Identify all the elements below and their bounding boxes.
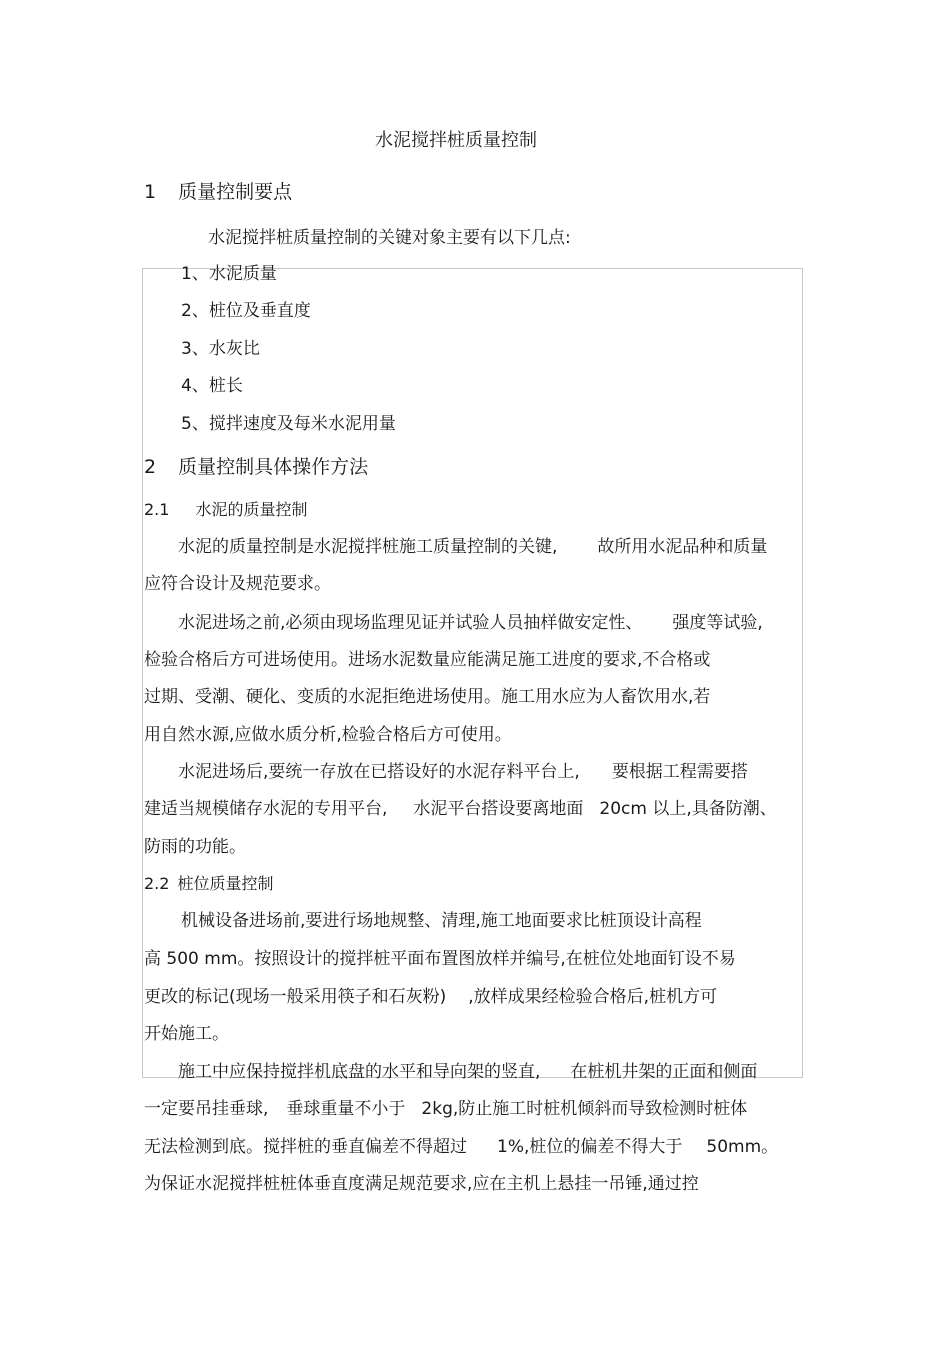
paragraph-2-line-1 bbox=[178, 612, 763, 634]
text-run: 更改的标记(现场一般采用筷子和石灰粉) bbox=[144, 987, 447, 1007]
section-2-1-number: 2.1 bbox=[144, 500, 170, 519]
list-item-2: 2、桩位及垂直度 bbox=[181, 301, 311, 321]
list-item-5: 5、搅拌速度及每米水泥用量 bbox=[181, 414, 396, 434]
text-run: 要根据工程需要搭 bbox=[611, 762, 748, 782]
text-run: 建适当规模储存水泥的专用平台, bbox=[144, 799, 388, 819]
section-2-2-number: 2.2 bbox=[144, 874, 170, 893]
text-run: 施工中应保持搅拌机底盘的水平和导向架的竖直, bbox=[178, 1062, 541, 1082]
text-run: 水泥进场后,要统一存放在已搭设好的水泥存料平台上, bbox=[178, 762, 580, 782]
section-1-heading bbox=[144, 181, 292, 203]
text-run: 故所用水泥品种和质量 bbox=[597, 537, 768, 557]
text-run: 水泥平台搭设要离地面 bbox=[413, 799, 584, 819]
paragraph-4-line-1: 机械设备进场前,要进行场地规整、清理,施工地面要求比桩顶设计高程 bbox=[181, 911, 702, 931]
paragraph-4-line-2: 高 500 mm。按照设计的搅拌桩平面布置图放样并编号,在桩位处地面钉设不易 bbox=[144, 949, 736, 969]
page-title: 水泥搅拌桩质量控制 bbox=[375, 130, 537, 151]
paragraph-5-line-1 bbox=[178, 1061, 757, 1083]
paragraph-2-line-3: 过期、受潮、硬化、变质的水泥拒绝进场使用。施工用水应为人畜饮用水,若 bbox=[144, 687, 711, 707]
section-1-title: 质量控制要点 bbox=[178, 181, 293, 203]
section-2-2-title: 桩位质量控制 bbox=[177, 874, 274, 893]
text-run: 50mm。 bbox=[706, 1137, 779, 1157]
text-run: 无法检测到底。搅拌桩的垂直偏差不得超过 bbox=[144, 1137, 467, 1157]
list-item-1: 1、水泥质量 bbox=[181, 264, 277, 284]
text-run: 20cm 以上,具备防潮、 bbox=[599, 799, 777, 819]
section-2-heading bbox=[144, 456, 368, 478]
paragraph-5-line-4: 为保证水泥搅拌桩桩体垂直度满足规范要求,应在主机上悬挂一吊锤,通过控 bbox=[144, 1174, 699, 1194]
text-run: 2kg,防止施工时桩机倾斜而导致检测时桩体 bbox=[421, 1099, 748, 1119]
paragraph-4-line-4: 开始施工。 bbox=[144, 1024, 229, 1044]
list-item-4: 4、桩长 bbox=[181, 376, 243, 396]
section-2-number: 2 bbox=[144, 456, 157, 478]
paragraph-5-line-2 bbox=[144, 1098, 747, 1120]
text-run: 水泥的质量控制是水泥搅拌桩施工质量控制的关键, bbox=[178, 537, 558, 557]
paragraph-4-line-3 bbox=[144, 986, 717, 1008]
text-run: 强度等试验, bbox=[672, 613, 763, 633]
paragraph-1-line-2: 应符合设计及规范要求。 bbox=[144, 574, 331, 594]
paragraph-1-line-1 bbox=[178, 536, 767, 558]
section-2-title: 质量控制具体操作方法 bbox=[178, 456, 369, 478]
paragraph-5-line-3 bbox=[144, 1136, 778, 1158]
section-2-1-title: 水泥的质量控制 bbox=[195, 500, 308, 519]
text-run: 在桩机井架的正面和侧面 bbox=[570, 1062, 758, 1082]
intro-paragraph: 水泥搅拌桩质量控制的关键对象主要有以下几点: bbox=[208, 228, 571, 248]
text-run: 1%,桩位的偏差不得大于 bbox=[497, 1137, 683, 1157]
paragraph-2-line-4: 用自然水源,应做水质分析,检验合格后方可使用。 bbox=[144, 725, 512, 745]
section-2-2-heading bbox=[144, 873, 273, 895]
list-item-3: 3、水灰比 bbox=[181, 339, 260, 359]
text-run: ,放样成果经检验合格后,桩机方可 bbox=[468, 987, 718, 1007]
text-run: 水泥进场之前,必须由现场监理见证并试验人员抽样做安定性、 bbox=[178, 613, 643, 633]
paragraph-2-line-2: 检验合格后方可进场使用。进场水泥数量应能满足施工进度的要求,不合格或 bbox=[144, 650, 711, 670]
text-run: 垂球重量不小于 bbox=[286, 1099, 406, 1119]
paragraph-3-line-1 bbox=[178, 761, 748, 783]
paragraph-3-line-3: 防雨的功能。 bbox=[144, 837, 246, 857]
paragraph-3-line-2 bbox=[144, 798, 777, 820]
section-2-1-heading bbox=[144, 499, 307, 521]
text-run: 一定要吊挂垂球, bbox=[144, 1099, 269, 1119]
section-1-number: 1 bbox=[144, 181, 157, 203]
